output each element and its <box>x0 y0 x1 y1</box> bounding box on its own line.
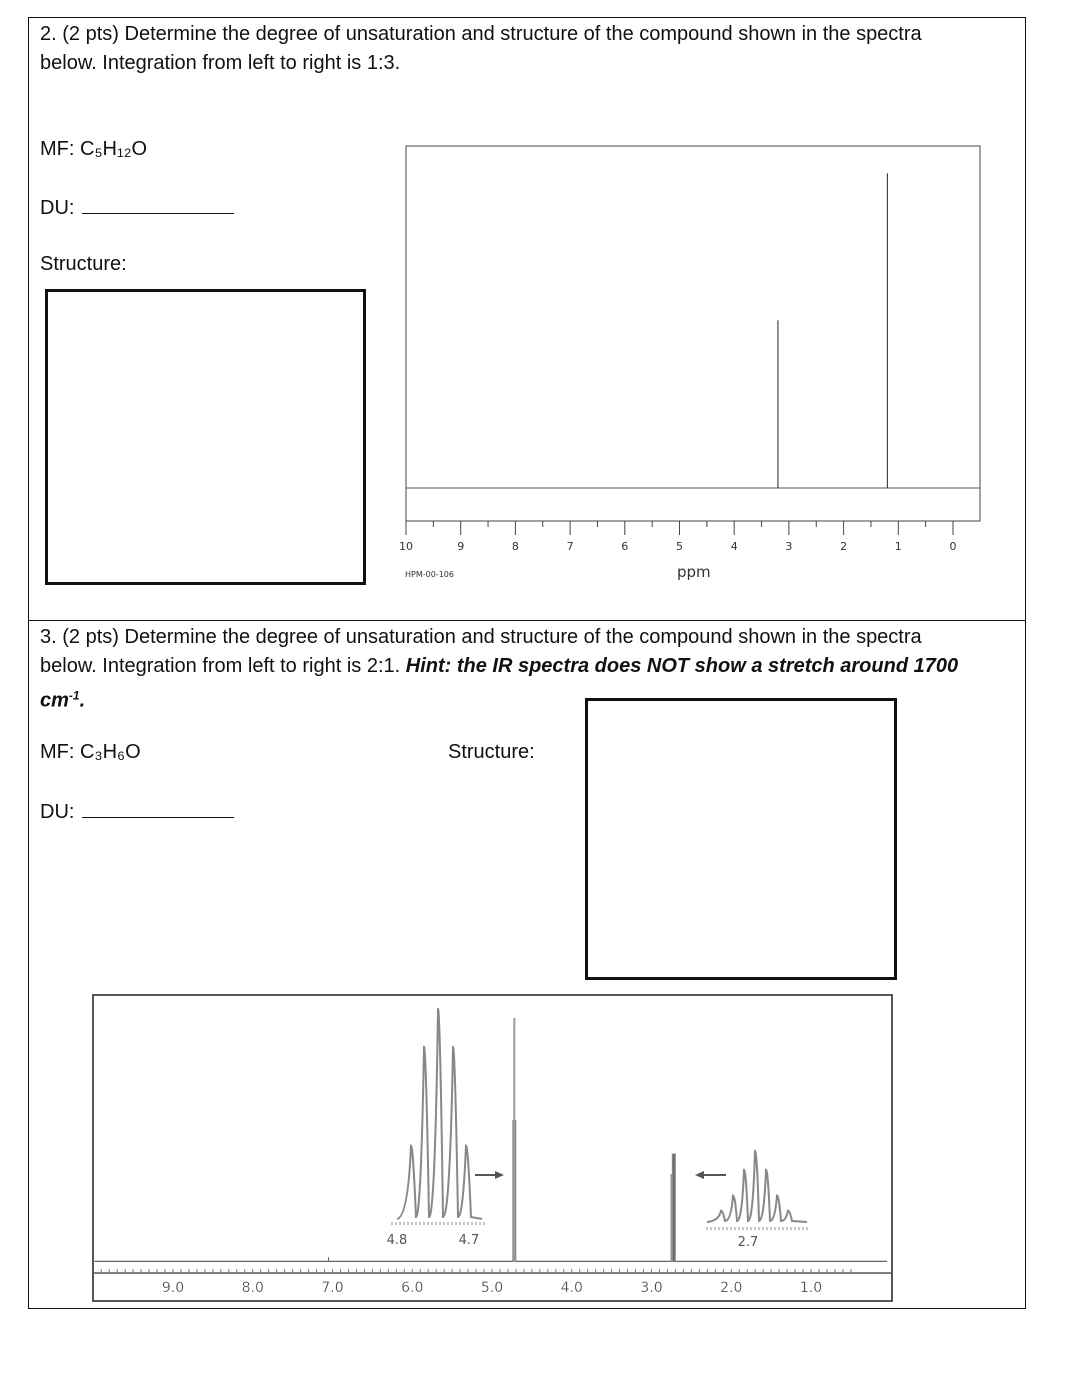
q2-du <box>40 195 234 220</box>
q3-tick-label: 4.0 <box>560 1280 583 1296</box>
q3-nmr-spectrum <box>92 994 894 1304</box>
q3-tick-label: 5.0 <box>480 1280 504 1296</box>
q2-nmr-spectrum <box>395 140 995 590</box>
q3-du-label: DU: <box>40 801 75 823</box>
q2-prompt-line2: below. Integration from left to right is 1:3. <box>40 52 401 74</box>
q2-number: 2. <box>40 23 57 45</box>
q2-tick-label: 3 <box>785 540 793 553</box>
q3-unit-sup: -1 <box>68 688 80 702</box>
q3-inset-tick-label: 2.7 <box>737 1235 759 1250</box>
q2-axis-unit: ppm <box>677 563 711 581</box>
q3-du-answer-blank[interactable] <box>82 799 234 818</box>
q2-mf-label: MF: <box>40 138 80 160</box>
q2-tick-label: 6 <box>621 540 629 553</box>
q3-tick-label: 1.0 <box>799 1280 823 1296</box>
q2-points: (2 pts) <box>62 23 119 45</box>
q3-mf-formula: C₃H₆O <box>80 741 141 763</box>
q2-tick-label: 8 <box>511 540 519 553</box>
q3-mf <box>40 741 141 764</box>
q3-prompt-line1: Determine the degree of unsaturation and structure of the compound shown in the spectra <box>124 626 922 648</box>
q3-prompt-line2: below. Integration from left to right is 2:1. <box>40 655 406 677</box>
q2-spectrum-code: HPM-00-106 <box>405 570 454 579</box>
q2-mf-formula: C₅H₁₂O <box>80 138 148 160</box>
q3-tick-label: 6.0 <box>401 1280 424 1296</box>
q2-structure-label: Structure: <box>40 253 127 275</box>
q2-plot-frame <box>406 146 980 521</box>
q3-tick-labels <box>162 1280 822 1296</box>
q2-du-label: DU: <box>40 197 75 219</box>
q3-du <box>40 799 234 824</box>
section-divider <box>28 620 1026 621</box>
q3-structure-answer-box[interactable] <box>585 698 897 980</box>
q3-unit: cm <box>40 689 69 712</box>
q3-points: (2 pts) <box>62 626 119 648</box>
q2-du-answer-blank[interactable] <box>82 195 234 214</box>
q2-ticks <box>406 521 953 535</box>
q2-tick-label: 1 <box>894 540 902 553</box>
q3-hint: Hint: the IR spectra does NOT show a stretch around 1700 <box>405 655 959 677</box>
q3-mf-label: MF: <box>40 741 80 763</box>
q3-plot-frame <box>93 995 892 1301</box>
q3-structure-label: Structure: <box>448 741 535 763</box>
q2-tick-label: 9 <box>457 540 465 553</box>
q3-tick-label: 3.0 <box>640 1280 663 1296</box>
q3-tick-label: 9.0 <box>161 1280 185 1296</box>
q2-tick-label: 10 <box>399 540 413 553</box>
q3-baseline-trace <box>95 1261 887 1262</box>
q3-inset-tick-label: 4.7 <box>458 1233 480 1248</box>
q2-tick-label: 7 <box>566 540 574 553</box>
q2-peaks <box>778 173 887 488</box>
q2-prompt <box>40 20 1015 78</box>
q2-mf <box>40 138 147 161</box>
q2-tick-label: 0 <box>949 540 957 553</box>
q3-inset-tick-label: 4.8 <box>386 1233 408 1248</box>
q3-tick-label: 7.0 <box>321 1280 344 1296</box>
q2-structure-answer-box[interactable] <box>45 289 366 585</box>
q3-tick-label: 2.0 <box>720 1280 743 1296</box>
q2-tick-label: 4 <box>730 540 738 553</box>
q3-prompt-end: . <box>79 689 86 712</box>
q2-tick-label: 2 <box>840 540 848 553</box>
q3-number: 3. <box>40 626 57 648</box>
q2-tick-label: 5 <box>676 540 683 553</box>
q2-prompt-line1: Determine the degree of unsaturation and structure of the compound shown in the spectra <box>124 23 922 45</box>
q3-tick-label: 8.0 <box>241 1280 264 1296</box>
q2-tick-labels <box>399 540 957 553</box>
